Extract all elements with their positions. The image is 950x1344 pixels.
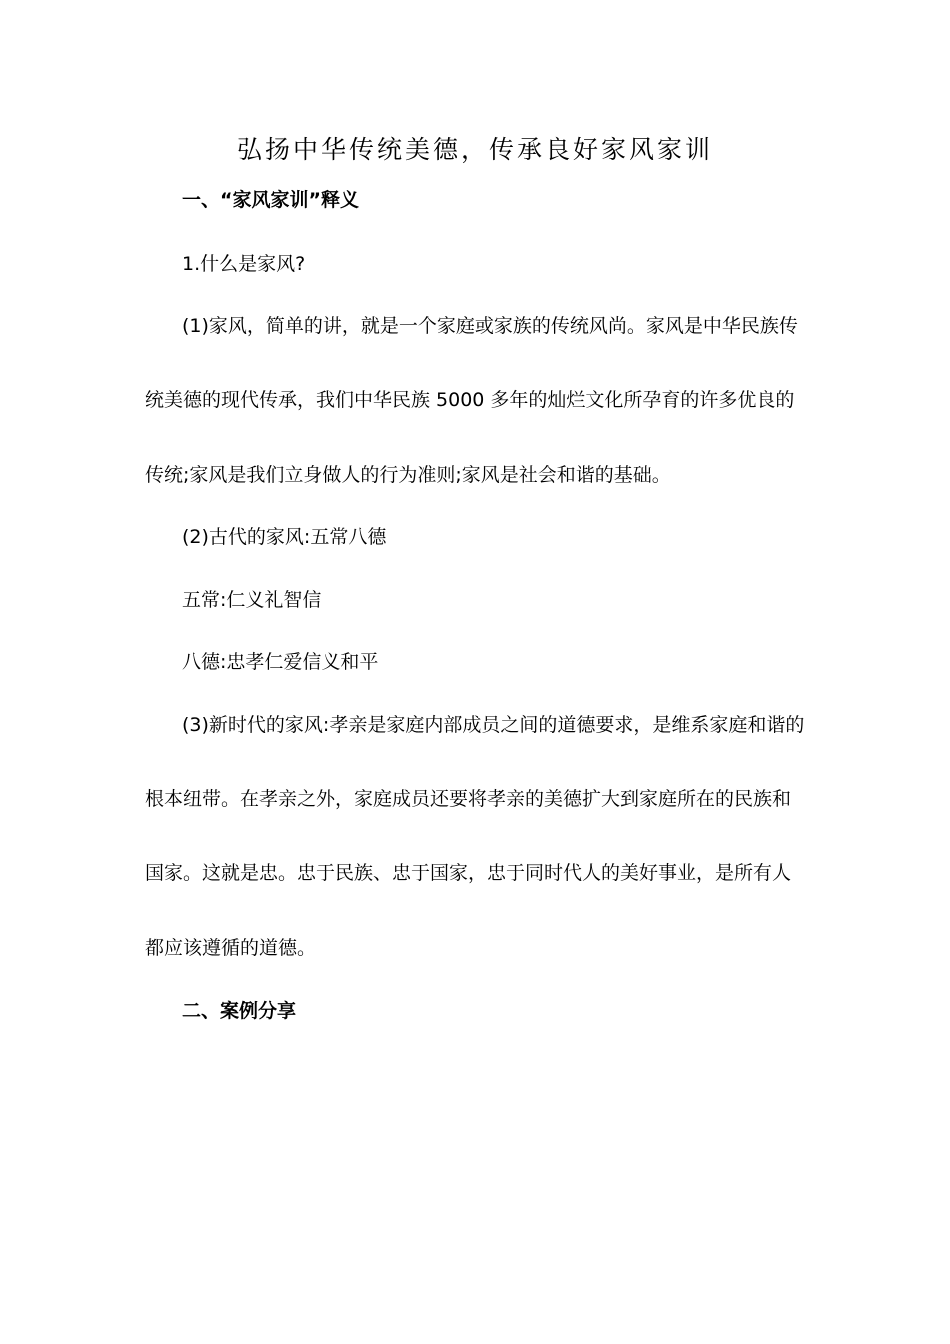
paragraph-3-line-3: 国家。这就是忠。忠于民族、忠于国家，忠于同时代人的美好事业，是所有人 bbox=[145, 862, 792, 884]
document-title: 弘扬中华传统美德，传承良好家风家训 bbox=[236, 135, 713, 164]
paragraph-3-line-1: (3)新时代的家风:孝亲是家庭内部成员之间的道德要求，是维系家庭和谐的 bbox=[182, 714, 805, 736]
paragraph-2: (2)古代的家风:五常八德 bbox=[182, 526, 387, 548]
paragraph-1-line-1: (1)家风，简单的讲，就是一个家庭或家族的传统风尚。家风是中华民族传 bbox=[182, 315, 798, 337]
section-heading-case-sharing: 二、案例分享 bbox=[182, 1000, 297, 1022]
section-heading-definition: 一、“家风家训”释义 bbox=[182, 189, 359, 211]
question-what-is-family-style: 1.什么是家风? bbox=[182, 253, 306, 275]
paragraph-3-line-2: 根本纽带。在孝亲之外，家庭成员还要将孝亲的美德扩大到家庭所在的民族和 bbox=[145, 788, 792, 810]
paragraph-1-line-3: 传统;家风是我们立身做人的行为准则;家风是社会和谐的基础。 bbox=[145, 464, 671, 486]
paragraph-3-line-4: 都应该遵循的道德。 bbox=[145, 937, 317, 959]
wuchang-line: 五常:仁义礼智信 bbox=[182, 589, 322, 611]
paragraph-1-line-2: 统美德的现代传承，我们中华民族 5000 多年的灿烂文化所孕育的许多优良的 bbox=[145, 389, 795, 411]
bade-line: 八德:忠孝仁爱信义和平 bbox=[182, 651, 379, 673]
